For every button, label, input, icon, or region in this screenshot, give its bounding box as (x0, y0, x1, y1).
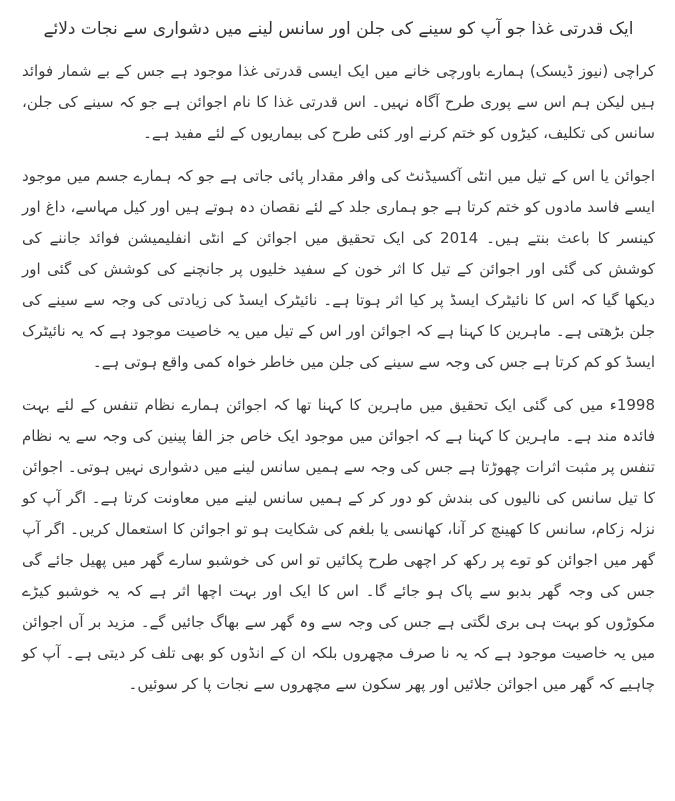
article-headline: ایک قدرتی غذا جو آپ کو سینے کی جلن اور سانس لینے میں دشواری سے نجات دلائے (43, 19, 634, 39)
article-paragraph-antioxidant: اجوائن یا اس کے تیل میں انٹی آکسیڈنٹ کی وافر مقدار پائی جاتی ہے جو کہ ہمارے جسم میں موجود ایسے فاسد مادوں کو ختم کرتا ہے جو ہماری جلد کے لئے نقصان دہ ہوتے ہیں اور کیل مہاسے، داغ اور کینسر کا باعث بنتے ہیں۔ 2014 کی ایک تحقیق میں اجوائن کے انٹی انفلیمیشن فوائد جاننے کی کوشش کی گئی اور اجوائن کے تیل کا اثر خون کے سفید خلیوں پر جانچنے کی کوشش کی گئی اور دیکھا گیا کہ اس کا نائیٹرک ایسڈ پر کیا اثر ہوتا ہے۔ نائیٹرک ایسڈ کی زیادتی کی وجہ سے سینے کی جلن بڑھتی ہے۔ ماہرین کا کہنا ہے کہ اجوائن اور اس کے تیل میں یہ خاصیت موجود ہے کہ یہ نائیٹرک ایسڈ کو کم کرتا ہے جس کی وجہ سے سینے کی جلن میں خاطر خواہ کمی واقع ہوتی ہے۔ (22, 167, 656, 371)
article-paragraph-intro: کراچی (نیوز ڈیسک) ہمارے باورچی خانے میں ایک ایسی قدرتی غذا موجود ہے جس کے بے شمار فوائد ہیں لیکن ہم اس سے پوری طرح آگاہ نہیں۔ اس قدرتی غذا کا نام اجوائن ہے جو کہ سینے کی جلن، سانس کی تکلیف، کیڑوں کو ختم کرنے اور کئی طرح کی بیماریوں کے لئے مفید ہے۔ (22, 62, 655, 142)
article-paragraph-respiratory: 1998ء میں کی گئی ایک تحقیق میں ماہرین کا کہنا تھا کہ اجوائن ہمارے نظام تنفس کے لئے بہت فائدہ مند ہے۔ ماہرین کا کہنا ہے کہ اجوائن میں موجود ایک خاص جز الفا پینین کی وجہ سے یہ نظام تنفس پر مثبت اثرات چھوڑتا ہے جس کی وجہ سے ہمیں سانس لینے میں دشواری نہیں ہوتی۔ اجوائن کا تیل سانس کی نالیوں کی بندش کو دور کر کے ہمیں سانس لینے میں معاونت کرتا ہے۔ اگر آپ کو نزلہ زکام، سانس کا کھینچ کر آنا، کھانسی یا بلغم کی شکایت ہو تو اجوائن کا استعمال کریں۔ اگر آپ گھر میں اجوائن کو توے پر رکھ کر اچھی طرح پکائیں تو اس کی خوشبو سارے گھر میں پھیل جائے گی جس کی وجہ گھر بدبو سے پاک ہو جائے گا۔ اس کا ایک اور بہت اچھا اثر ہے کہ یہ خوشبو کیڑے مکوڑوں کو بہت ہی بری لگتی ہے جس کی وجہ سے وہ گھر سے بھاگ جائیں گے۔ مزید بر آں اجوائن میں یہ خاصیت موجود ہے کہ یہ نا صرف مچھروں بلکہ ان کے انڈوں کو بھی تلف کر دیتی ہے۔ آپ کو چاہیے کہ گھر میں اجوائن جلائیں اور پھر سکون سے مچھروں سے نجات پا کر سوئیں۔ (22, 396, 655, 693)
